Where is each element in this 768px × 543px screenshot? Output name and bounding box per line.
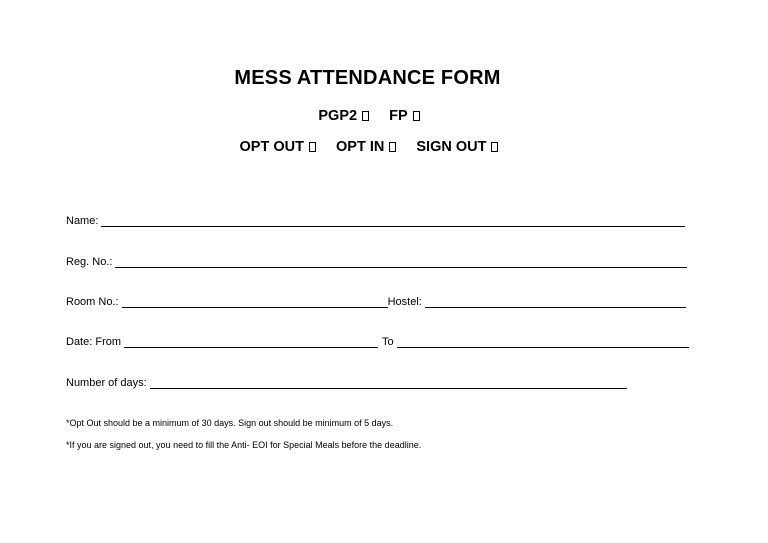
date-to-label: To (382, 336, 394, 348)
date-to-line[interactable] (397, 337, 689, 348)
note-signed-out: *If you are signed out, you need to fill the Anti- EOI for Special Meals before the deadline. (66, 440, 422, 450)
option-opt-in-checkbox[interactable] (389, 142, 396, 152)
form-title: MESS ATTENDANCE FORM (234, 67, 501, 89)
date-from-line[interactable] (124, 337, 378, 348)
option-opt-out-checkbox[interactable] (309, 142, 316, 152)
option-sign-out-checkbox[interactable] (491, 142, 498, 152)
date-field (66, 336, 689, 348)
action-options (0, 139, 738, 155)
number-of-days-label: Number of days: (66, 377, 147, 389)
name-line[interactable] (101, 216, 685, 227)
name-label: Name: (66, 215, 99, 227)
option-pgp2[interactable] (318, 108, 369, 124)
room-hostel-field (66, 296, 686, 308)
number-of-days-line[interactable] (150, 378, 627, 389)
hostel-label: Hostel: (387, 296, 422, 308)
room-no-label: Room No.: (66, 296, 119, 308)
hostel-line[interactable] (425, 297, 686, 308)
option-fp[interactable] (389, 108, 420, 124)
date-from-label: Date: From (66, 336, 122, 348)
option-opt-in-label: OPT IN (336, 139, 385, 155)
reg-no-line[interactable] (115, 257, 687, 268)
option-opt-in[interactable] (336, 139, 396, 155)
option-fp-checkbox[interactable] (413, 111, 420, 121)
number-of-days-field (66, 377, 627, 389)
room-no-line[interactable] (122, 297, 388, 308)
option-sign-out-label: SIGN OUT (416, 139, 487, 155)
name-field (66, 215, 685, 227)
option-opt-out-label: OPT OUT (239, 139, 304, 155)
option-sign-out[interactable] (416, 139, 498, 155)
program-options (0, 108, 738, 124)
option-pgp2-label: PGP2 (318, 108, 358, 124)
option-fp-label: FP (389, 108, 408, 124)
note-opt-out-minimum: *Opt Out should be a minimum of 30 days. Sign out should be minimum of 5 days. (66, 418, 394, 428)
option-pgp2-checkbox[interactable] (362, 111, 369, 121)
option-opt-out[interactable] (240, 139, 316, 155)
reg-no-label: Reg. No.: (66, 256, 113, 268)
reg-no-field (66, 256, 687, 268)
